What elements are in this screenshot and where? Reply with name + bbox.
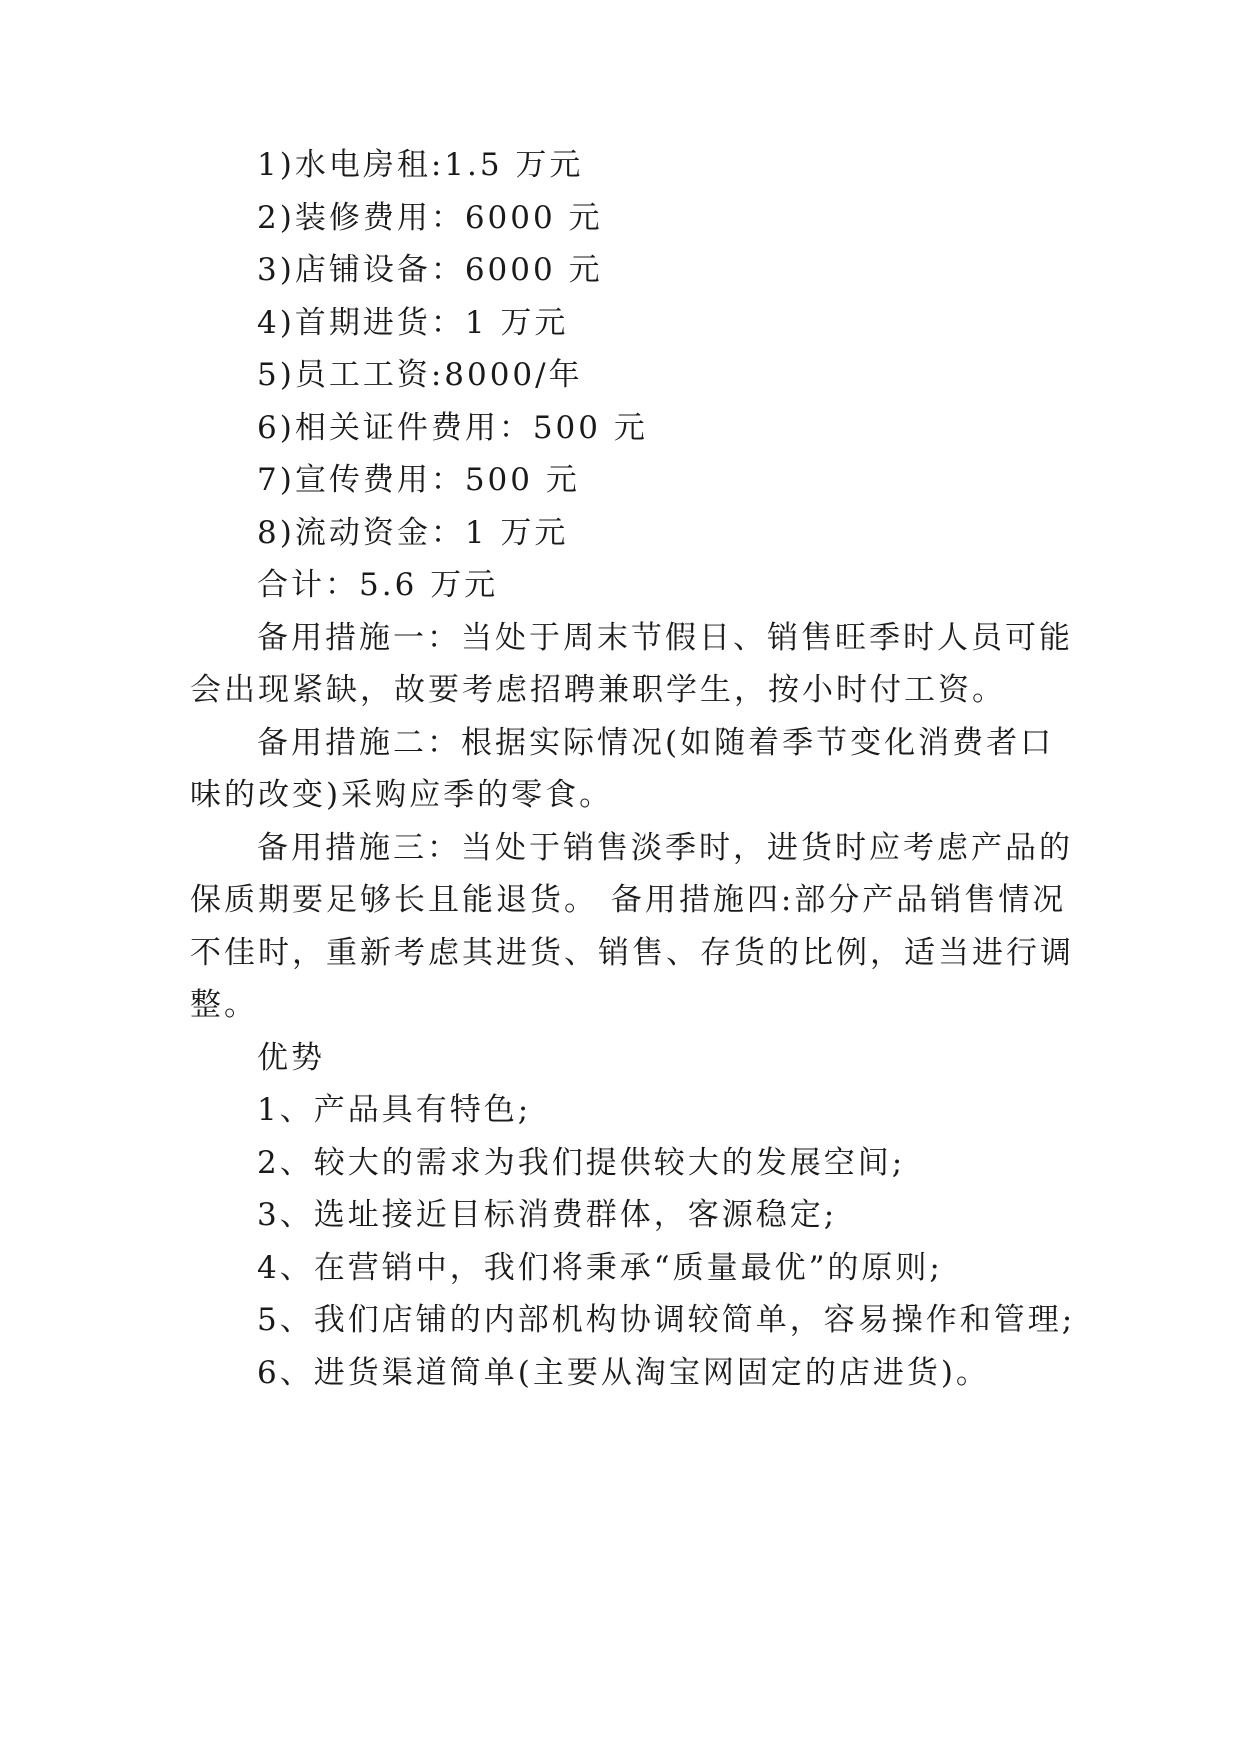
cost-item-wages: 5)员工工资:8000/年: [257, 357, 583, 393]
backup-measure-3-line-1: 备用措施三：当处于销售淡季时，进货时应考虑产品的: [257, 830, 1073, 866]
cost-item-promotion: 7)宣传费用：500 元: [257, 462, 580, 498]
advantages-heading: 优势: [257, 1040, 325, 1076]
backup-measure-2-line-2: 味的改变)采购应季的零食。: [190, 777, 614, 813]
backup-measure-3-line-3: 不佳时，重新考虑其进货、销售、存货的比例，适当进行调: [190, 935, 1074, 971]
cost-item-working-capital: 8)流动资金：1 万元: [257, 515, 569, 551]
cost-item-rent: 1)水电房租:1.5 万元: [257, 147, 584, 183]
cost-item-equipment: 3)店铺设备：6000 元: [257, 252, 603, 288]
advantage-item: 6、进货渠道简单(主要从淘宝网固定的店进货)。: [257, 1355, 990, 1391]
backup-measure-2-line-1: 备用措施二：根据实际情况(如随着季节变化消费者口: [257, 725, 1055, 761]
advantage-item: 4、在营销中，我们将秉承“质量最优”的原则;: [257, 1250, 943, 1286]
advantage-item: 3、选址接近目标消费群体，客源稳定;: [257, 1197, 838, 1233]
cost-item-initial-stock: 4)首期进货：1 万元: [257, 305, 569, 341]
backup-measure-3-line-4: 整。: [190, 987, 258, 1023]
backup-measure-1-line-1: 备用措施一：当处于周末节假日、销售旺季时人员可能: [257, 620, 1073, 656]
cost-item-decoration: 2)装修费用：6000 元: [257, 200, 603, 236]
advantage-item: 2、较大的需求为我们提供较大的发展空间;: [257, 1145, 906, 1181]
advantage-item: 5、我们店铺的内部机构协调较简单，容易操作和管理;: [257, 1302, 1076, 1338]
cost-item-certificates: 6)相关证件费用：500 元: [257, 410, 648, 446]
advantage-item: 1、产品具有特色;: [257, 1092, 532, 1128]
backup-measure-3-line-2: 保质期要足够长且能退货。 备用措施四:部分产品销售情况: [190, 882, 1067, 918]
backup-measure-1-line-2: 会出现紧缺，故要考虑招聘兼职学生，按小时付工资。: [190, 672, 1006, 708]
cost-total: 合计：5.6 万元: [257, 567, 499, 603]
